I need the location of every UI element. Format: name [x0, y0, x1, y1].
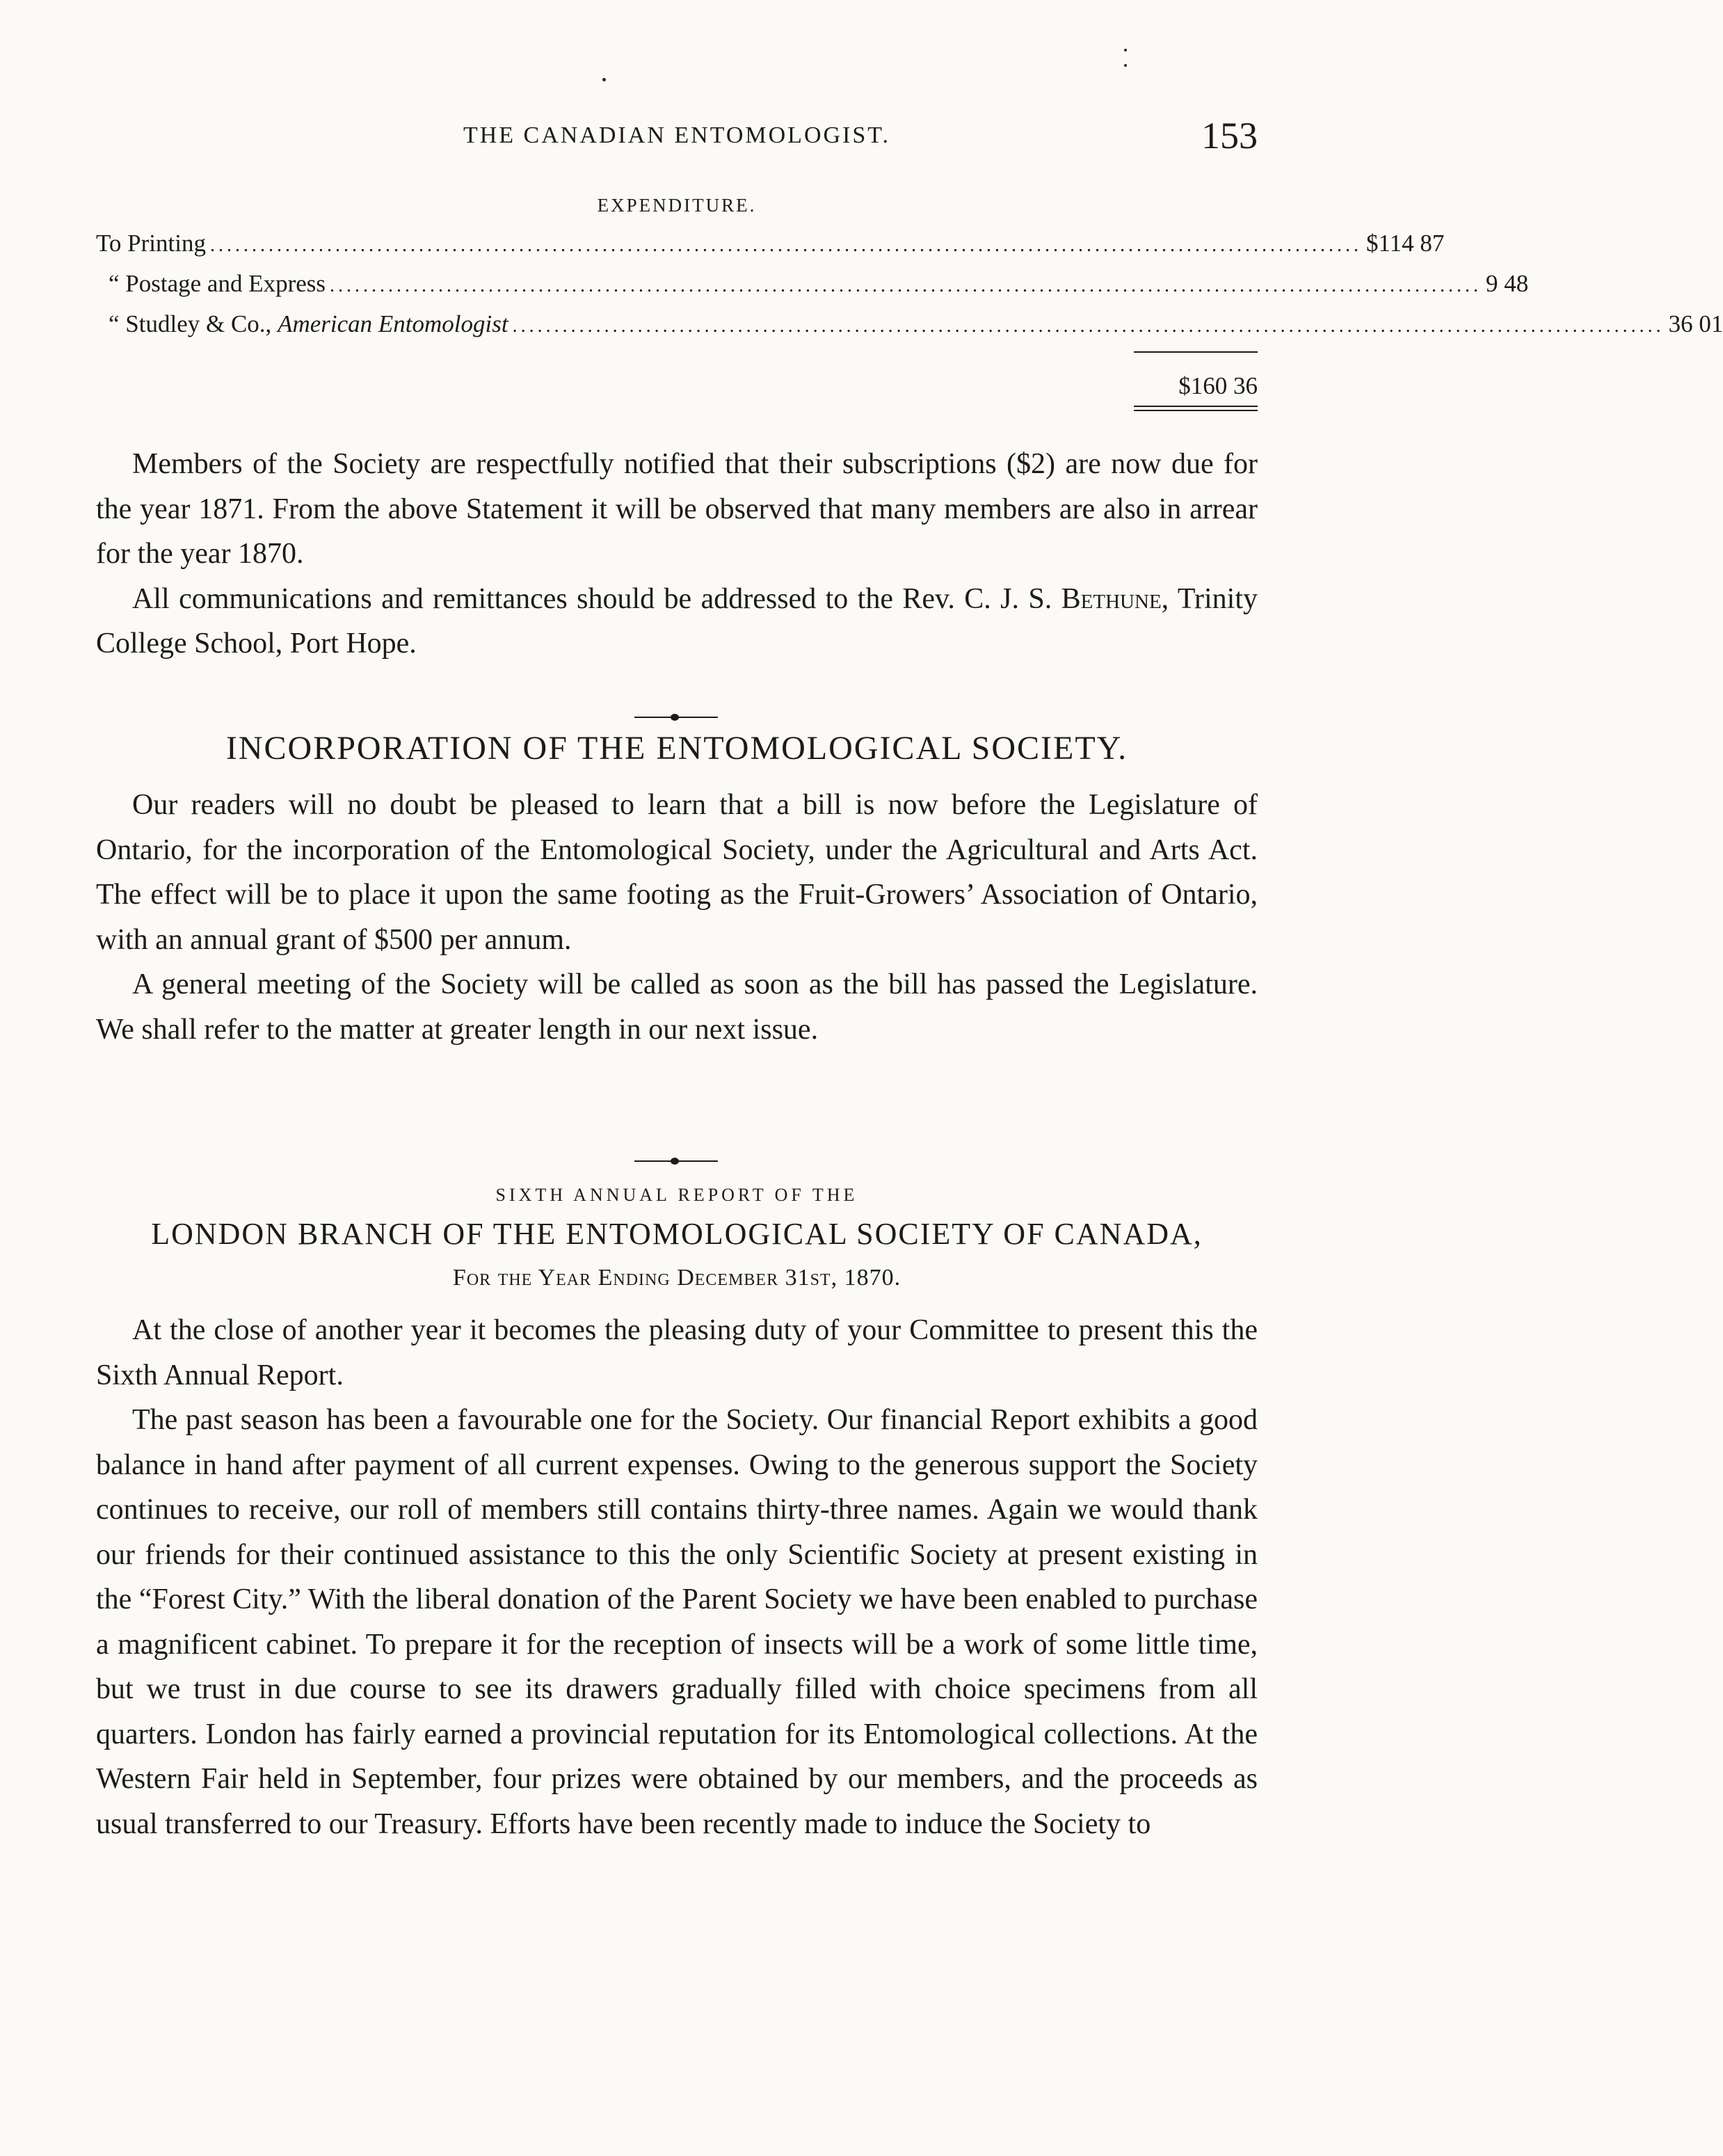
print-speck — [1124, 49, 1127, 51]
leader-dots: .......................................................................................................................................... — [330, 275, 1482, 296]
ledger-row — [96, 230, 1445, 270]
section-divider — [0, 1148, 1352, 1169]
page-number: 153 — [1201, 115, 1258, 157]
incorporation-section — [96, 783, 1258, 1052]
total-rule — [1134, 351, 1258, 353]
notice-section — [96, 442, 1258, 666]
divider-dot — [671, 1158, 679, 1165]
notice-paragraph: Members of the Society are respectfully notified that their subscriptions ($2) are now due for the year 1871. From the above Statement it will be observed that many members are also in arrear for the year 1870. — [96, 448, 1258, 570]
print-speck — [602, 78, 606, 81]
divider-dot — [671, 714, 679, 721]
report-kicker: SIXTH ANNUAL REPORT OF THE — [495, 1185, 858, 1205]
report-section — [96, 1308, 1258, 1846]
notice-paragraph — [96, 577, 1258, 666]
running-title: THE CANADIAN ENTOMOLOGIST. — [463, 122, 891, 148]
ledger-amount: $114 87 — [1365, 230, 1445, 257]
incorporation-heading: INCORPORATION OF THE ENTOMOLOGICAL SOCIETY. — [225, 730, 1128, 767]
incorporation-paragraph: A general meeting of the Society will be called as soon as the bill has passed the Legislature. We shall refer to the matter at greater length in our next issue. — [96, 968, 1258, 1046]
report-subheading: For the Year Ending December 31st, 1870. — [452, 1265, 901, 1291]
divider-rule — [634, 717, 718, 718]
report-heading: LONDON BRANCH OF THE ENTOMOLOGICAL SOCIETY OF CANADA, — [151, 1217, 1203, 1251]
ledger-label-italic: American Entomologist — [278, 310, 508, 337]
divider-rule — [634, 1160, 718, 1162]
total-amount: $160 36 — [1178, 372, 1258, 399]
section-divider — [0, 704, 1352, 725]
notice-text: , Trinity College School, Port Hope. — [96, 582, 1258, 660]
ledger-row — [96, 310, 1723, 351]
expenditure-heading: EXPENDITURE. — [597, 195, 757, 216]
report-paragraph: At the close of another year it becomes the pleasing duty of your Committee to present this the Sixth Annual Report. — [96, 1314, 1258, 1391]
ledger-total — [1134, 351, 1258, 411]
incorporation-paragraph: Our readers will no doubt be pleased to learn that a bill is now before the Legislature of Ontario, for the incorporation of the Entomological Society, under the Agricultural and Arts Act. The effect will be to place it upon the same footing as the Fruit-Growers’ Association of Ontario, with an annual grant of $500 per annum. — [96, 789, 1258, 956]
expenditure-ledger — [96, 230, 1723, 351]
report-paragraph: The past season has been a favourable one for the Society. Our financial Report exhibits a good balance in hand after payment of all current expenses. Owing to the generous support the Society continues to receive, our roll of members still contains thirty-three names. Again we would thank our friends for their continued assistance to this the only Scientific Society at present existing in the “Forest City.” With the liberal donation of the Parent Society we have been enabled to purchase a magnificent cabinet. To prepare it for the reception of insects will be a work of some little time, but we trust in due course to see its drawers gradually filled with choice specimens from all quarters. London has fairly earned a provincial reputation for its Entomological collections. At the Western Fair held in September, four prizes were obtained by our members, and the proceeds as usual transferred to our Treasury. Efforts have been recently made to induce the Society to — [96, 1404, 1258, 1840]
ledger-amount: 36 01 — [1668, 310, 1723, 337]
leader-dots: .......................................................................................................................................... — [209, 234, 1362, 256]
ledger-label: “ Postage and Express — [109, 270, 326, 297]
ledger-amount: 9 48 — [1486, 270, 1529, 297]
leader-dots: .......................................................................................................................................... — [512, 315, 1665, 337]
ledger-label: To Printing — [96, 230, 206, 257]
total-double-rule — [1134, 406, 1258, 411]
ledger-label — [109, 310, 508, 338]
running-head — [96, 115, 1258, 161]
ledger-row — [96, 270, 1529, 310]
notice-name: Bethune — [1061, 582, 1162, 615]
notice-text: All communications and remittances should be addressed to the Rev. C. J. S. — [132, 582, 1061, 615]
print-speck — [1124, 64, 1127, 67]
ledger-label-text: “ Studley & Co., — [109, 310, 278, 337]
